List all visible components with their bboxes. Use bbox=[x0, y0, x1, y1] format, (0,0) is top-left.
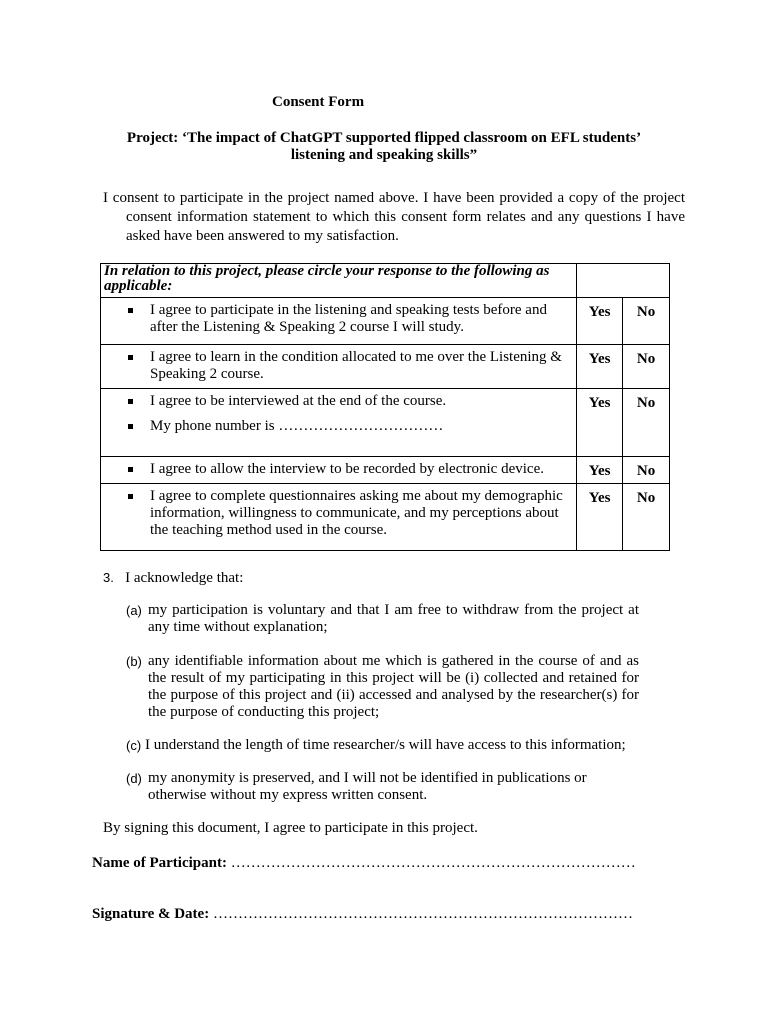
list-item bbox=[101, 349, 573, 383]
participant-name-label: Name of Participant: bbox=[92, 855, 227, 871]
question-cell bbox=[101, 345, 577, 389]
project-text: : ‘The impact of ChatGPT supported flipped classroom on EFL students’ listening and speaking skills” bbox=[173, 130, 642, 163]
item-text: my participation is voluntary and that I am free to withdraw from the project at any time without explanation; bbox=[148, 602, 639, 635]
item-label: (c) bbox=[126, 738, 142, 753]
table-row bbox=[101, 345, 670, 389]
section-number: 3. bbox=[103, 570, 114, 585]
list-item bbox=[101, 302, 573, 336]
bullet-icon bbox=[128, 308, 133, 313]
signature-date-label: Signature & Date: bbox=[92, 906, 210, 922]
question-cell bbox=[101, 457, 577, 484]
project-label: Project bbox=[126, 130, 174, 146]
participant-name-line bbox=[92, 855, 636, 872]
yes-option[interactable]: Yes bbox=[577, 298, 623, 345]
list-item bbox=[101, 461, 573, 478]
consent-statement: I consent to participate in the project named above. I have been provided a copy of the project consent information statement to which this consent form relates and any questions I have asked have been answered to my satisfaction. bbox=[103, 190, 685, 244]
list-item bbox=[101, 418, 573, 435]
acknowledge-item bbox=[126, 653, 639, 721]
table-header-row bbox=[101, 264, 670, 298]
no-option[interactable]: No bbox=[623, 298, 670, 345]
acknowledge-item bbox=[126, 770, 621, 804]
yes-option[interactable]: Yes bbox=[577, 457, 623, 484]
document-title: Consent Form bbox=[272, 94, 365, 110]
question-text: I agree to complete questionnaires asking me about my demographic information, willingness to communicate, and my perceptions about the teaching method used in the course. bbox=[150, 488, 563, 538]
acknowledge-item bbox=[126, 602, 639, 636]
response-table bbox=[100, 263, 670, 551]
table-row bbox=[101, 484, 670, 551]
table-row bbox=[101, 389, 670, 457]
question-cell bbox=[101, 389, 577, 457]
question-text: I agree to be interviewed at the end of the course. bbox=[150, 393, 447, 409]
item-label: (d) bbox=[126, 771, 142, 786]
yes-option[interactable]: Yes bbox=[577, 345, 623, 389]
yes-option[interactable]: Yes bbox=[577, 389, 623, 457]
list-item bbox=[101, 488, 573, 539]
no-option[interactable]: No bbox=[623, 389, 670, 457]
acknowledge-text: I acknowledge that: bbox=[125, 570, 244, 586]
bullet-icon bbox=[128, 399, 133, 404]
bullet-icon bbox=[128, 424, 133, 429]
no-option[interactable]: No bbox=[623, 345, 670, 389]
closing-statement: By signing this document, I agree to participate in this project. bbox=[103, 820, 478, 836]
acknowledge-item bbox=[126, 737, 646, 754]
question-cell bbox=[101, 298, 577, 345]
item-label: (a) bbox=[126, 603, 142, 618]
item-text: my anonymity is preserved, and I will not be identified in publications or otherwise without my express written consent. bbox=[148, 770, 587, 803]
phone-number-field: My phone number is …………………………… bbox=[150, 418, 444, 434]
project-title bbox=[100, 130, 668, 164]
participant-name-field[interactable]: ……………………………………………………………………… bbox=[230, 855, 636, 871]
no-option[interactable]: No bbox=[623, 484, 670, 551]
list-item bbox=[101, 393, 573, 410]
question-cell bbox=[101, 484, 577, 551]
yes-option[interactable]: Yes bbox=[577, 484, 623, 551]
item-text: any identifiable information about me which is gathered in the course of and as the result of my participating in this project will be (i) collected and retained for the purpose of this project and (ii) accessed and analysed by the researcher(s) for the purpose of conducting this project; bbox=[148, 653, 639, 720]
bullet-icon bbox=[128, 494, 133, 499]
signature-date-line bbox=[92, 906, 633, 923]
table-row bbox=[101, 298, 670, 345]
acknowledge-heading bbox=[103, 569, 243, 587]
no-option[interactable]: No bbox=[623, 457, 670, 484]
table-row bbox=[101, 457, 670, 484]
question-text: I agree to participate in the listening and speaking tests before and after the Listening & Speaking 2 course I will study. bbox=[150, 302, 547, 335]
table-header: In relation to this project, please circle your response to the following as applicable: bbox=[101, 264, 577, 298]
item-label: (b) bbox=[126, 654, 142, 669]
item-text: I understand the length of time researcher/s will have access to this information; bbox=[145, 737, 626, 753]
signature-date-field[interactable]: ………………………………………………………………………… bbox=[212, 906, 633, 922]
bullet-icon bbox=[128, 467, 133, 472]
question-text: I agree to learn in the condition allocated to me over the Listening & Speaking 2 course. bbox=[150, 349, 562, 382]
bullet-icon bbox=[128, 355, 133, 360]
question-text: I agree to allow the interview to be recorded by electronic device. bbox=[150, 461, 544, 477]
table-header-blank bbox=[577, 264, 670, 298]
